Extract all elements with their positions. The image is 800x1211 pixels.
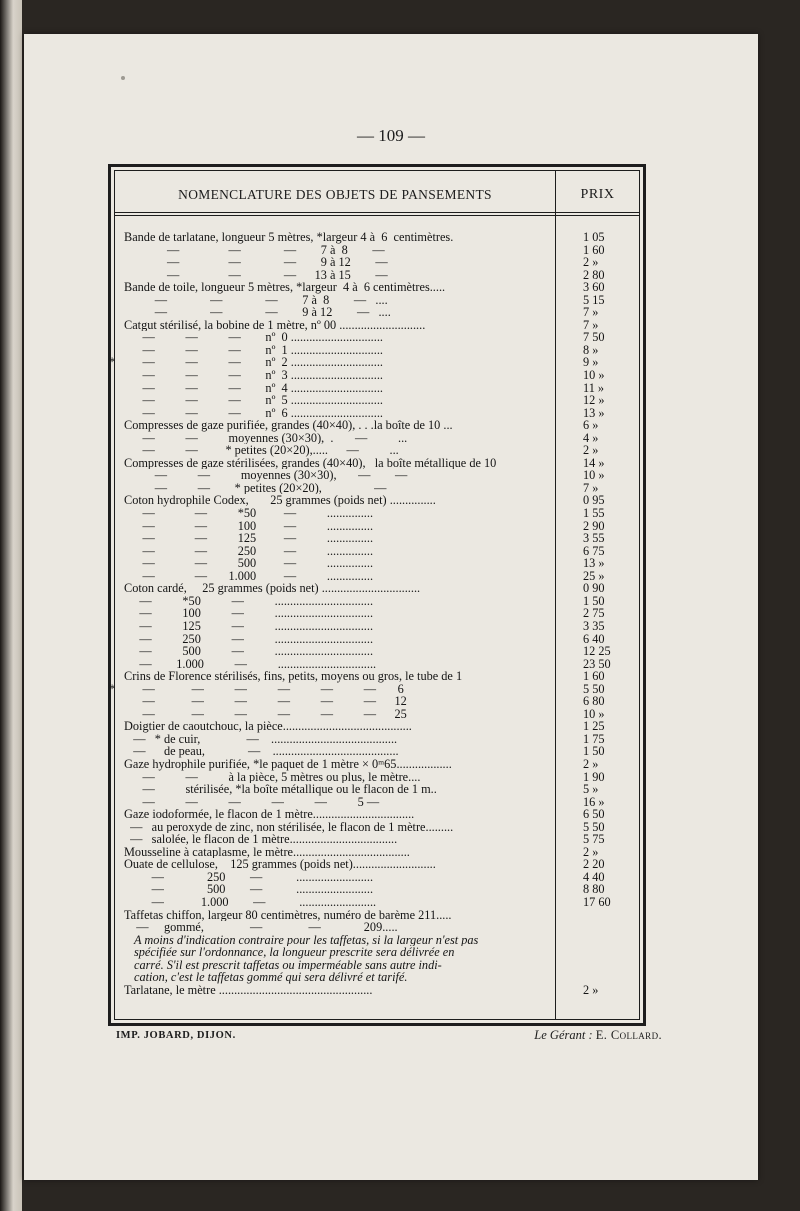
- row-description: Mousseline à cataplasme, le mètre......................................: [124, 845, 410, 859]
- row-description: — de peau, — .........................................: [124, 745, 399, 758]
- row-price: 5 15: [583, 292, 605, 307]
- row-price: 7 »: [583, 317, 599, 332]
- row-description: — — à la pièce, 5 mètres ou plus, le mètre....: [124, 770, 421, 784]
- row-description: — stérilisée, *la boîte métallique ou le flacon de 1 m..: [124, 783, 437, 796]
- table-row: [115, 620, 639, 633]
- row-description: — — — — — — 25: [124, 707, 407, 721]
- row-price: 5 »: [583, 782, 599, 797]
- row-description: — — *50 — ...............: [124, 507, 374, 520]
- row-description: — — — nº 3 ..............................: [124, 369, 383, 382]
- row-description: — — — — — — 12: [124, 695, 407, 708]
- row-price: 5 50: [583, 681, 605, 696]
- table-row: [115, 846, 639, 859]
- table-row: [115, 909, 639, 922]
- table-row: [115, 808, 639, 821]
- row-description: Bande de toile, longueur 5 mètres, *largeur 4 à 6 centimètres.....: [124, 281, 446, 294]
- table-row: [115, 382, 639, 395]
- row-description: — — — nº 5 ..............................: [124, 394, 383, 407]
- row-price: 1 75: [583, 731, 605, 746]
- row-price: 1 60: [583, 242, 605, 257]
- row-description: — gommé, — — 209.....: [124, 921, 398, 934]
- row-description: Gaze iodoformée, le flacon de 1 mètre.................................: [124, 808, 415, 821]
- row-description: — — — nº 4 ..............................: [124, 381, 383, 395]
- row-description: — — 500 — ...............: [124, 557, 374, 570]
- row-price: 13 »: [583, 405, 605, 420]
- row-description: — — * petites (20×20),..... — ...: [124, 444, 399, 457]
- header-rule: [115, 212, 639, 213]
- header-rule-second: [115, 215, 639, 216]
- row-description: — 250 — .........................: [124, 870, 374, 884]
- row-description: — — 100 — ...............: [124, 519, 374, 533]
- table-row: [115, 858, 639, 871]
- row-price: 7 »: [583, 305, 599, 320]
- row-price: 11 »: [583, 380, 605, 395]
- table-row: [115, 720, 639, 733]
- table-row: [115, 570, 639, 583]
- row-price: 1 55: [583, 506, 605, 521]
- row-description: — — — nº 0 ..............................: [124, 331, 383, 344]
- table-row: [115, 645, 639, 658]
- row-price: 2 »: [583, 443, 599, 458]
- table-row: [115, 244, 639, 257]
- row-price: 2 75: [583, 606, 605, 621]
- row-description: — au peroxyde de zinc, non stérilisée, le flacon de 1 mètre.........: [124, 820, 454, 834]
- note-line: [115, 959, 639, 972]
- table-row: [115, 595, 639, 608]
- table-row: [115, 482, 639, 495]
- page-number: — 109 —: [357, 126, 425, 145]
- table-row: [115, 407, 639, 420]
- table-row: [115, 231, 639, 244]
- table-row: [115, 921, 639, 934]
- row-description: Doigtier de caoutchouc, la pièce..........................................: [124, 720, 412, 733]
- row-description: Ouate de cellulose, 125 grammes (poids net)...........................: [124, 858, 436, 871]
- row-description: — — — 13 à 15 —: [124, 268, 388, 282]
- price-table-inner: [109, 170, 640, 1020]
- row-description: — — — nº 1 ..............................: [124, 343, 383, 357]
- row-price: 2 20: [583, 857, 605, 872]
- table-row: [115, 984, 639, 997]
- table-row: [115, 796, 639, 809]
- row-description: Catgut stérilisé, la bobine de 1 mètre, nº 00 ............................: [124, 318, 426, 332]
- row-description: — — — — — — 6: [124, 682, 404, 696]
- row-description: Crins de Florence stérilisés, fins, petits, moyens ou gros, le tube de 1: [124, 670, 463, 683]
- row-price: 0 95: [583, 493, 605, 508]
- table-row: [115, 758, 639, 771]
- printer-imprint: IMP. JOBARD, DIJON.: [116, 1030, 236, 1041]
- row-price: 2 90: [583, 518, 605, 533]
- row-price: 6 80: [583, 694, 605, 709]
- row-price: 3 35: [583, 618, 605, 633]
- table-row: [115, 633, 639, 646]
- row-price: 5 50: [583, 819, 605, 834]
- table-row: [115, 883, 639, 896]
- row-description: — 250 — ................................: [124, 632, 374, 646]
- row-price: 6 40: [583, 631, 605, 646]
- row-description: — — — nº 6 ..............................: [124, 406, 383, 420]
- table-row: [115, 658, 639, 671]
- row-price: 12 »: [583, 393, 605, 408]
- row-description: — — moyennes (30×30), . — ...: [124, 431, 408, 445]
- row-description: — 500 — ................................: [124, 645, 374, 658]
- row-price: 6 »: [583, 418, 599, 433]
- table-row: [115, 419, 639, 432]
- table-row: [115, 821, 639, 834]
- row-description: Gaze hydrophile purifiée, *le paquet de 1 mètre × 0ᵐ65..................: [124, 757, 452, 771]
- row-price: 8 80: [583, 882, 605, 897]
- row-star-marker: *: [109, 355, 116, 370]
- book-spine: [0, 0, 22, 1211]
- table-header-price: PRIX: [580, 187, 615, 202]
- table-row: [115, 557, 639, 570]
- note-text: carré. S'il est prescrit taffetas ou imperméable sans autre indi-: [134, 958, 442, 972]
- row-price: 10 »: [583, 368, 605, 383]
- table-row: [115, 394, 639, 407]
- row-description: Compresses de gaze stérilisées, grandes (40×40), la boîte métallique de 10: [124, 456, 497, 470]
- table-row: [115, 871, 639, 884]
- row-description: — 500 — .........................: [124, 883, 374, 896]
- row-description: Coton hydrophile Codex, 25 grammes (poids net) ...............: [124, 494, 436, 508]
- row-price: 1 25: [583, 719, 605, 734]
- row-price: 3 60: [583, 280, 605, 295]
- row-description: — 1.000 — ................................: [124, 657, 377, 671]
- row-description: — — — 9 à 12 —: [124, 256, 388, 269]
- row-price: 7 »: [583, 480, 599, 495]
- row-star-marker: *: [109, 681, 116, 696]
- row-price: 1 50: [583, 593, 605, 608]
- price-table: [108, 164, 646, 1026]
- table-row: [115, 896, 639, 909]
- table-row: [115, 444, 639, 457]
- row-description: — — * petites (20×20), —: [124, 481, 387, 495]
- row-description: Taffetas chiffon, largeur 80 centimètres, numéro de barème 211.....: [124, 908, 452, 922]
- note-line: [115, 946, 639, 959]
- row-price: 4 40: [583, 869, 605, 884]
- row-price: 2 »: [583, 844, 599, 859]
- document-page: [24, 34, 758, 1180]
- row-description: — salolée, le flacon de 1 mètre...................................: [124, 833, 398, 846]
- row-price: 8 »: [583, 342, 599, 357]
- table-row: [115, 469, 639, 482]
- row-description: — — 250 — ...............: [124, 544, 374, 558]
- table-row: [115, 457, 639, 470]
- note-text: spécifiée sur l'ordonnance, la longueur prescrite sera délivrée en: [134, 946, 455, 959]
- row-description: — — 1.000 — ...............: [124, 569, 374, 583]
- row-description: — — moyennes (30×30), — —: [124, 469, 408, 482]
- row-price: 17 60: [583, 894, 611, 909]
- row-description: Bande de tarlatane, longueur 5 mètres, *largeur 4 à 6 centimètres.: [124, 231, 454, 244]
- row-price: 16 »: [583, 794, 605, 809]
- table-row: [115, 331, 639, 344]
- row-description: — * de cuir, — .........................................: [124, 732, 398, 746]
- note-text: A moins d'indication contraire pour les taffetas, si la largeur n'est pas: [134, 933, 479, 947]
- row-description: — — — 9 à 12 — ....: [124, 306, 391, 319]
- row-price: 6 75: [583, 543, 605, 558]
- row-price: 2 »: [583, 982, 599, 997]
- table-row: [115, 256, 639, 269]
- row-description: — — — — — 5 —: [124, 795, 380, 809]
- table-header-title: NOMENCLATURE DES OBJETS DE PANSEMENTS: [178, 187, 492, 202]
- row-price: 2 »: [583, 255, 599, 270]
- row-description: — 100 — ................................: [124, 607, 374, 620]
- row-description: — — — nº 2 ..............................: [124, 356, 383, 370]
- row-price: 10 »: [583, 468, 605, 483]
- table-row: [115, 294, 639, 307]
- note-text: cation, c'est le taffetas gommé qui sera délivré et tarifé.: [134, 971, 408, 984]
- gerant-label: Le Gérant :: [534, 1028, 593, 1042]
- row-price: 10 »: [583, 706, 605, 721]
- table-row: [115, 507, 639, 520]
- page-speck: [121, 76, 125, 80]
- row-price: 2 »: [583, 756, 599, 771]
- table-row: [115, 607, 639, 620]
- row-description: Coton cardé, 25 grammes (poids net) ................................: [124, 582, 421, 595]
- table-row: [115, 771, 639, 784]
- row-price: 1 50: [583, 744, 605, 759]
- table-row: [115, 494, 639, 507]
- row-description: — 125 — ................................: [124, 619, 374, 633]
- row-price: 12 25: [583, 644, 611, 659]
- row-description: Compresses de gaze purifiée, grandes (40×40), . . .la boîte de 10 ...: [124, 419, 453, 432]
- row-price: 0 90: [583, 581, 605, 596]
- table-row: [115, 344, 639, 357]
- row-price: 1 05: [583, 230, 605, 244]
- row-description: — 1.000 — .........................: [124, 895, 377, 909]
- table-row: [115, 733, 639, 746]
- row-price: 2 80: [583, 267, 605, 282]
- table-row: [115, 281, 639, 294]
- row-price: 9 »: [583, 355, 599, 370]
- table-row: [115, 695, 639, 708]
- gerant-name: E. Collard.: [595, 1028, 662, 1042]
- row-price: 14 »: [583, 455, 605, 470]
- table-row: [115, 783, 639, 796]
- row-description: — *50 — ................................: [124, 594, 374, 608]
- table-row: [115, 432, 639, 445]
- table-row: [115, 670, 639, 683]
- row-price: 5 75: [583, 832, 605, 847]
- table-row: [115, 532, 639, 545]
- row-price: 1 90: [583, 769, 605, 784]
- table-rows: [109, 230, 639, 997]
- row-price: 1 60: [583, 669, 605, 684]
- row-description: — — — 7 à 8 — ....: [124, 293, 388, 307]
- row-price: 3 55: [583, 531, 605, 546]
- row-price: 4 »: [583, 430, 599, 445]
- table-row: [115, 582, 639, 595]
- row-price: 13 »: [583, 556, 605, 571]
- table-row: [115, 833, 639, 846]
- row-description: Tarlatane, le mètre ..................................................: [124, 983, 373, 997]
- table-row: [109, 681, 639, 696]
- row-price: 23 50: [583, 656, 611, 671]
- table-row: [115, 319, 639, 332]
- table-row: [115, 708, 639, 721]
- row-description: — — 125 — ...............: [124, 532, 374, 545]
- table-row: [115, 545, 639, 558]
- table-row: [115, 269, 639, 282]
- note-line: [115, 971, 639, 984]
- table-row: [115, 306, 639, 319]
- table-row: [115, 745, 639, 758]
- table-row: [115, 369, 639, 382]
- row-price: 6 50: [583, 807, 605, 822]
- gerant-signature: [534, 1028, 662, 1043]
- table-row: [115, 520, 639, 533]
- note-line: [115, 934, 639, 947]
- row-price: 7 50: [583, 330, 605, 345]
- row-description: — — — 7 à 8 —: [124, 243, 385, 257]
- table-row: [109, 355, 639, 370]
- row-price: 25 »: [583, 568, 605, 583]
